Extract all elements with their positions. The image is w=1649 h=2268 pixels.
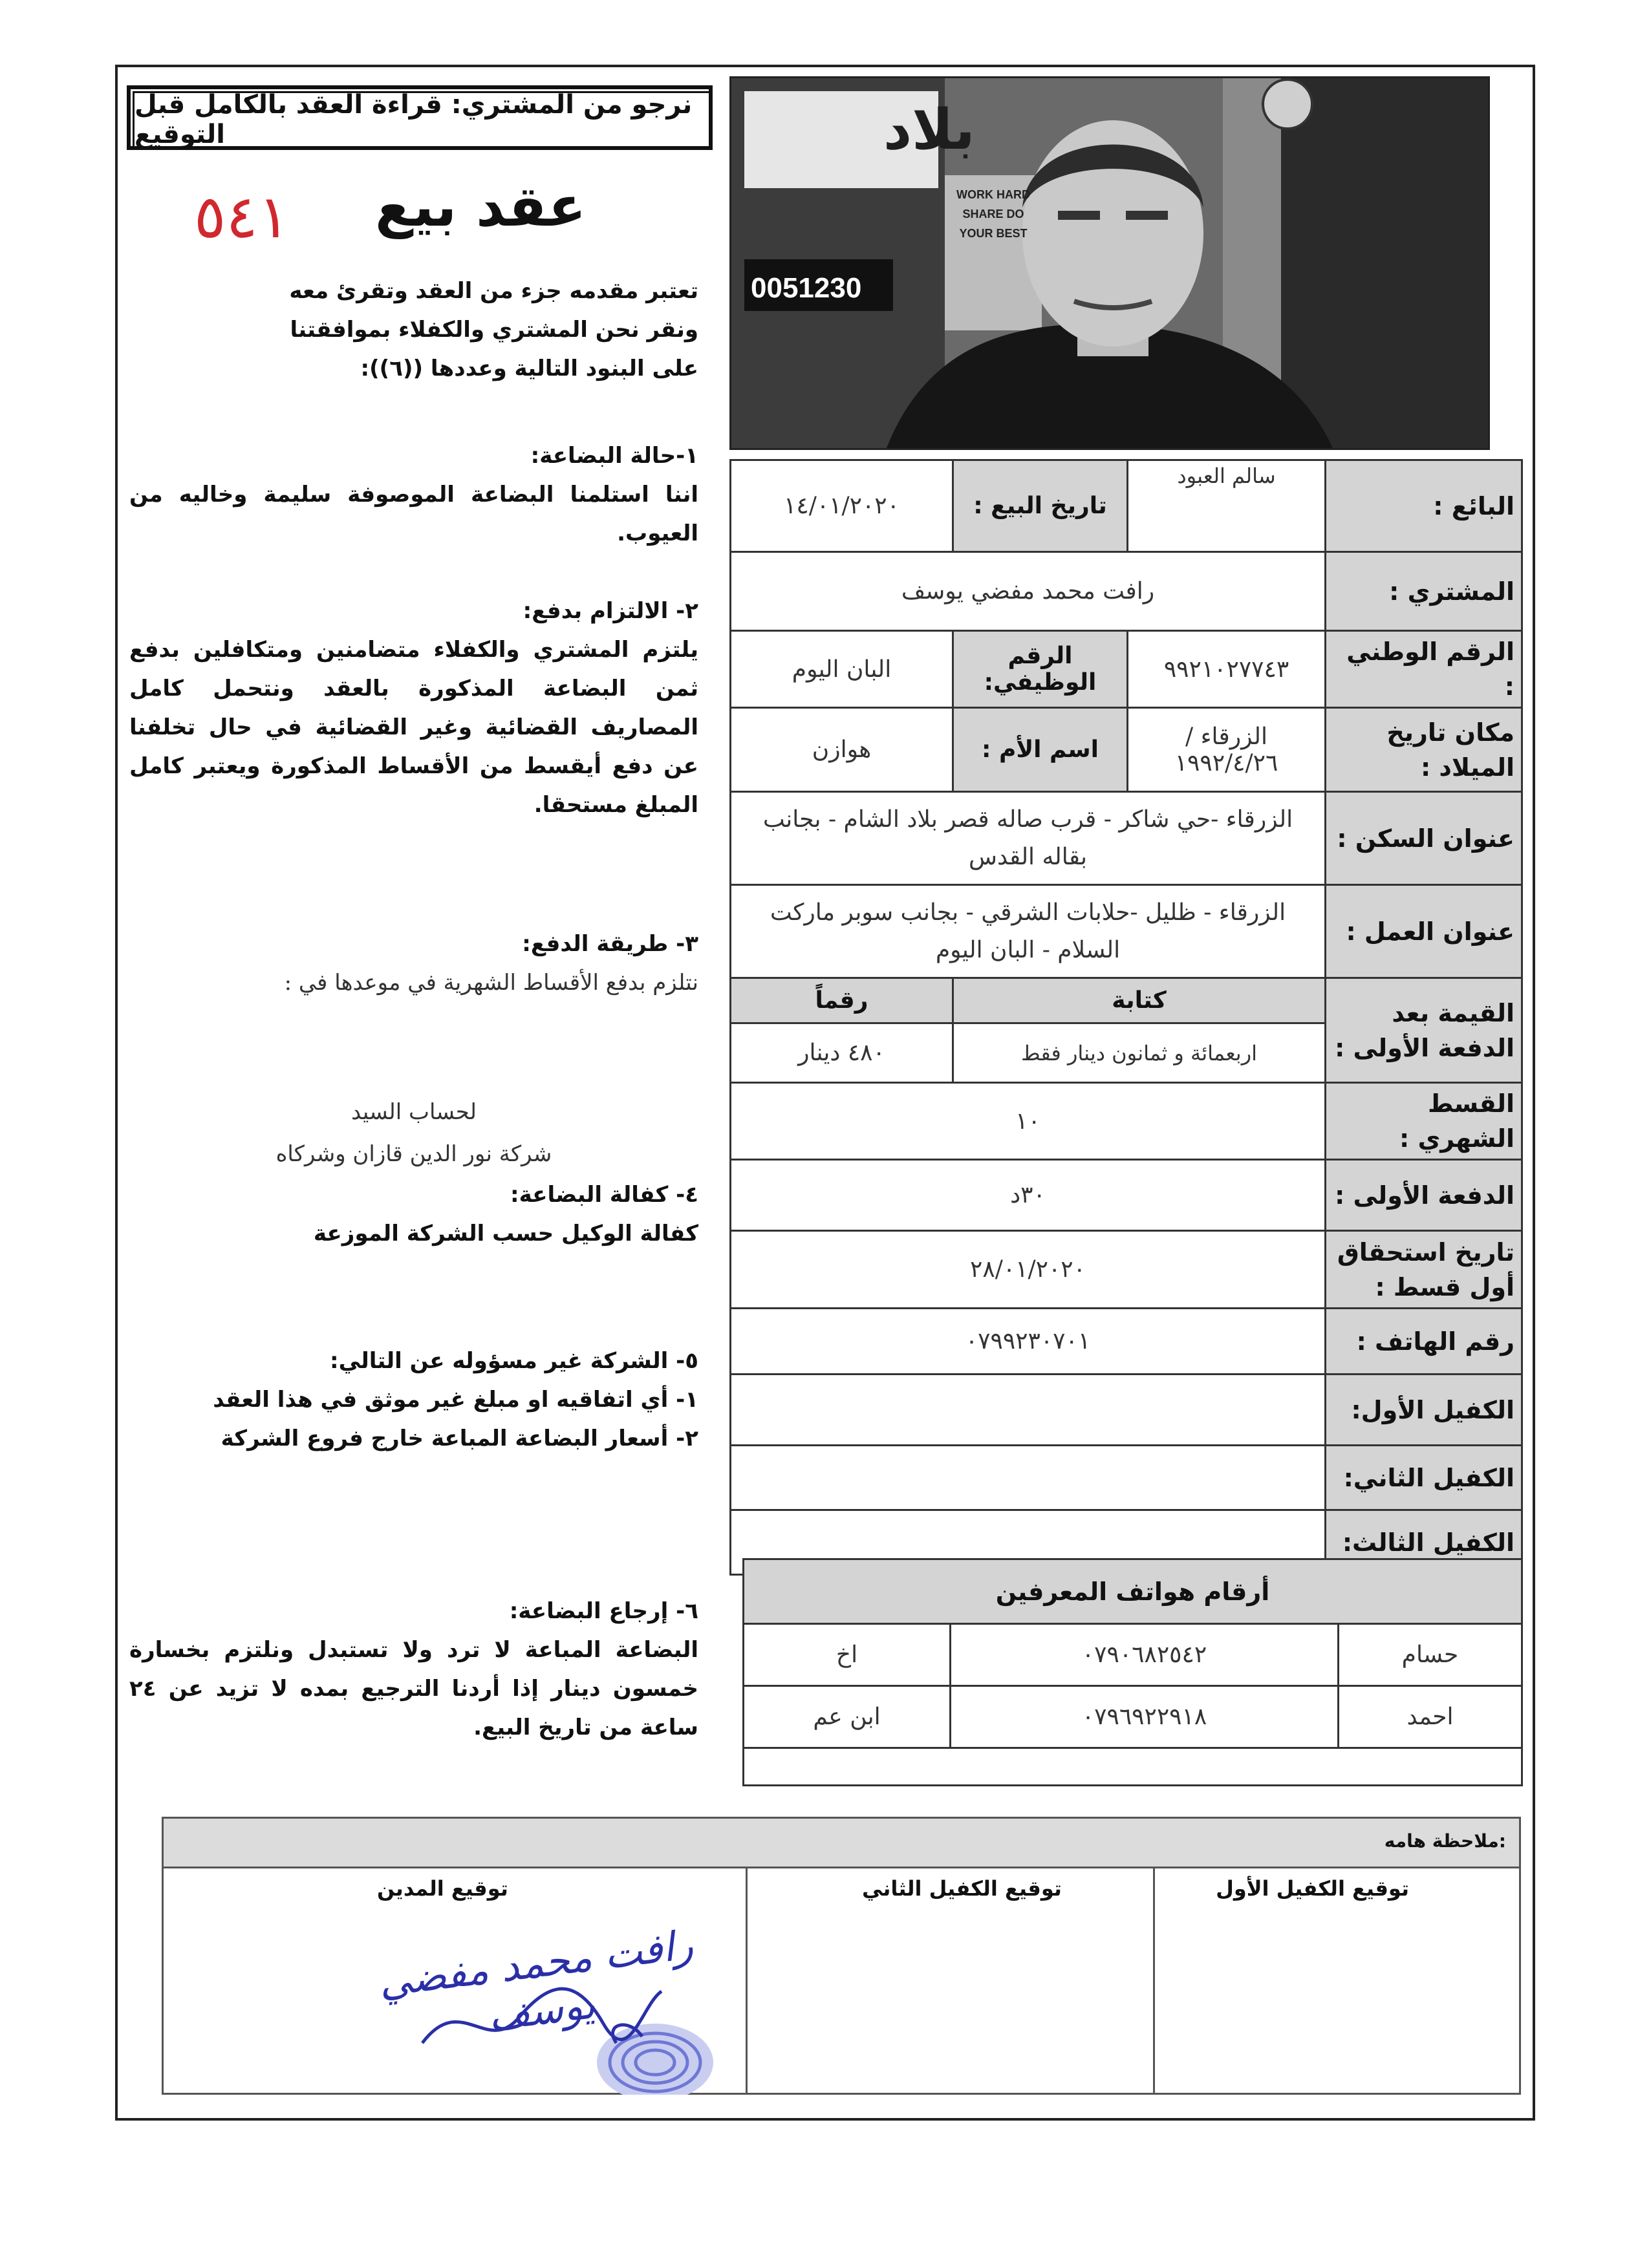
value-numbers: ٤٨٠ دينار (731, 1023, 953, 1083)
signature-divider (1153, 1868, 1155, 2093)
mother-value: هوازن (731, 708, 953, 792)
signature-scribble (409, 1965, 668, 2062)
photo-illustration (731, 78, 1488, 448)
reference-phone: ٠٧٩٦٩٢٢٩١٨ (951, 1686, 1339, 1748)
job-value: البان اليوم (731, 631, 953, 708)
clause-2 (129, 592, 698, 824)
contract-number: ٥٤١ (194, 182, 290, 251)
shop-sign-text: بلاد (883, 98, 975, 162)
reference-relation: اخ (744, 1624, 951, 1686)
writing-label: كتابة (953, 978, 1326, 1023)
debtor-signature-label: توقيع المدين (377, 1876, 508, 1901)
poster-text: WORK HARD SHARE DO YOUR BEST (956, 188, 1030, 240)
notice-text: نرجو من المشتري: قراءة العقد بالكامل قبل التوقيع (133, 91, 711, 148)
intro-line: تعتبر مقدمه جزء من العقد وتقرئ معه (289, 278, 698, 304)
guarantor-1-label: الكفيل الأول: (1326, 1375, 1522, 1446)
birth-date: ١٩٩٢/٤/٢٦ (1174, 749, 1278, 776)
guarantor-2-label: الكفيل الثاني: (1326, 1446, 1522, 1510)
contract-title: عقد بيع (375, 175, 587, 239)
clause-item: ٢- أسعار البضاعة المباعة خارج فروع الشركة (221, 1426, 698, 1451)
buyer-value: رافت محمد مفضي يوسف (731, 552, 1326, 631)
clause-body: البضاعة المباعة لا ترد ولا تستبدل ونلتزم بخسارة خمسون دينار إذا أردنا الترجيع بمده لا تزيد عن ٢٤ ساعة من تاريخ البيع. (129, 1637, 698, 1740)
due-date-label: تاريخ استحقاق أول قسط : (1326, 1231, 1522, 1309)
debtor-signature: رافت محمد مفضي يوسف (376, 1920, 696, 2040)
intro-line: على البنود التالية وعددها ((٦)): (360, 356, 698, 381)
intro (129, 272, 698, 388)
guarantor-2-signature-label: توقيع الكفيل الثاني (862, 1876, 1062, 1901)
monthly-value: ١٠ (731, 1083, 1326, 1160)
guarantor-1-signature-label: توقيع الكفيل الأول (1216, 1876, 1409, 1901)
phone-value: ٠٧٩٩٢٣٠٧٠١ (731, 1309, 1326, 1375)
clause-3 (129, 925, 698, 1002)
number-label: رقماً (731, 978, 953, 1023)
first-payment-label: الدفعة الأولى : (1326, 1160, 1522, 1231)
birth-label: مكان تاريخ الميلاد : (1326, 708, 1522, 792)
sale-date-value: ١٤/٠١/٢٠٢٠ (731, 460, 953, 552)
guarantor-2-value (731, 1446, 1326, 1510)
mother-label: اسم الأم : (953, 708, 1128, 792)
notice-box (127, 85, 713, 150)
guarantor-1-value (731, 1375, 1326, 1446)
shop-phone-text: 0051230 (751, 272, 862, 304)
guarantor-3-label: الكفيل الثالث: (1326, 1510, 1522, 1575)
contract-form-table (729, 459, 1523, 1576)
important-note-strip (162, 1817, 1521, 1868)
buyer-photo (729, 76, 1490, 450)
references-table (742, 1558, 1523, 1786)
clause-4 (129, 1175, 698, 1253)
references-title: أرقام هواتف المعرفين (744, 1559, 1522, 1624)
seller-value: سالم العبود (1128, 460, 1326, 552)
value-label: القيمة بعد الدفعة الأولى : (1326, 978, 1522, 1083)
important-note-label: ملاحظة هامه: (1384, 1830, 1506, 1852)
phone-label: رقم الهاتف : (1326, 1309, 1522, 1375)
national-id-label: الرقم الوطني : (1326, 631, 1522, 708)
seller-label: البائع : (1326, 460, 1522, 552)
clause-heading: ٦- إرجاع البضاعة: (509, 1598, 698, 1624)
reference-relation: ابن عم (744, 1686, 951, 1748)
work-address-value: الزرقاء - ظليل -حلابات الشرقي - بجانب سوبر ماركت السلام - البان اليوم (731, 885, 1326, 978)
address-value: الزرقاء -حي شاكر - قرب صاله قصر بلاد الشام - بجانب بقاله القدس (731, 792, 1326, 885)
account-name: شركة نور الدين قازان وشركاه (275, 1141, 552, 1167)
monthly-label: القسط الشهري : (1326, 1083, 1522, 1160)
birth-place: الزرقاء / (1185, 723, 1267, 750)
first-payment-value: ٣٠د (731, 1160, 1326, 1231)
clause-heading: ٥- الشركة غير مسؤوله عن التالي: (329, 1348, 698, 1374)
clause-item: ١- أي اتفاقيه او مبلغ غير موثق في هذا العقد (213, 1387, 698, 1413)
signature-area (162, 1868, 1521, 2095)
clause-body: نتلزم بدفع الأقساط الشهرية في موعدها في : (284, 970, 698, 996)
signature-divider (746, 1868, 748, 2093)
reference-name: حسام (1339, 1624, 1522, 1686)
address-label: عنوان السكن : (1326, 792, 1522, 885)
reference-phone: ٠٧٩٠٦٨٢٥٤٢ (951, 1624, 1339, 1686)
clause-heading: ٣- طريقة الدفع: (522, 931, 698, 957)
clause-body: يلتزم المشتري والكفلاء متضامنين ومتكافلين بدفع ثمن البضاعة المذكورة بالعقد ونتحمل كامل المصاريف القضائية وغير القضائية في حال تخلفنا عن دفع أيقسط من الأقساط المذكورة ويعتبر كامل المبلغ مستحقا. (129, 637, 698, 818)
clause-heading: ٢- الالتزام بدفع: (523, 598, 698, 624)
reference-name: احمد (1339, 1686, 1522, 1748)
value-words: اربعمائة و ثمانون دينار فقط (953, 1023, 1326, 1083)
references-empty-row (744, 1748, 1522, 1786)
clause-heading: ٤- كفالة البضاعة: (510, 1182, 698, 1208)
work-address-label: عنوان العمل : (1326, 885, 1522, 978)
sale-date-label: تاريخ البيع : (953, 460, 1128, 552)
clause-5 (129, 1342, 698, 1458)
job-label: الرقم الوظيفي: (953, 631, 1128, 708)
birth-value (1128, 708, 1326, 792)
due-date-value: ٢٨/٠١/٢٠٢٠ (731, 1231, 1326, 1309)
clause-heading: ١-حالة البضاعة: (530, 443, 698, 469)
account-label: لحساب السيد (350, 1099, 477, 1125)
clause-1 (129, 436, 698, 553)
buyer-label: المشتري : (1326, 552, 1522, 631)
clause-body: اننا استلمنا البضاعة الموصوفة سليمة وخاليه من العيوب. (129, 482, 698, 546)
clause-6 (129, 1592, 698, 1747)
intro-line: ونقر نحن المشتري والكفلاء بموافقتنا (290, 317, 698, 343)
clause-body: كفالة الوكيل حسب الشركة الموزعة (313, 1221, 698, 1246)
national-id-value: ٩٩٢١٠٢٧٧٤٣ (1128, 631, 1326, 708)
